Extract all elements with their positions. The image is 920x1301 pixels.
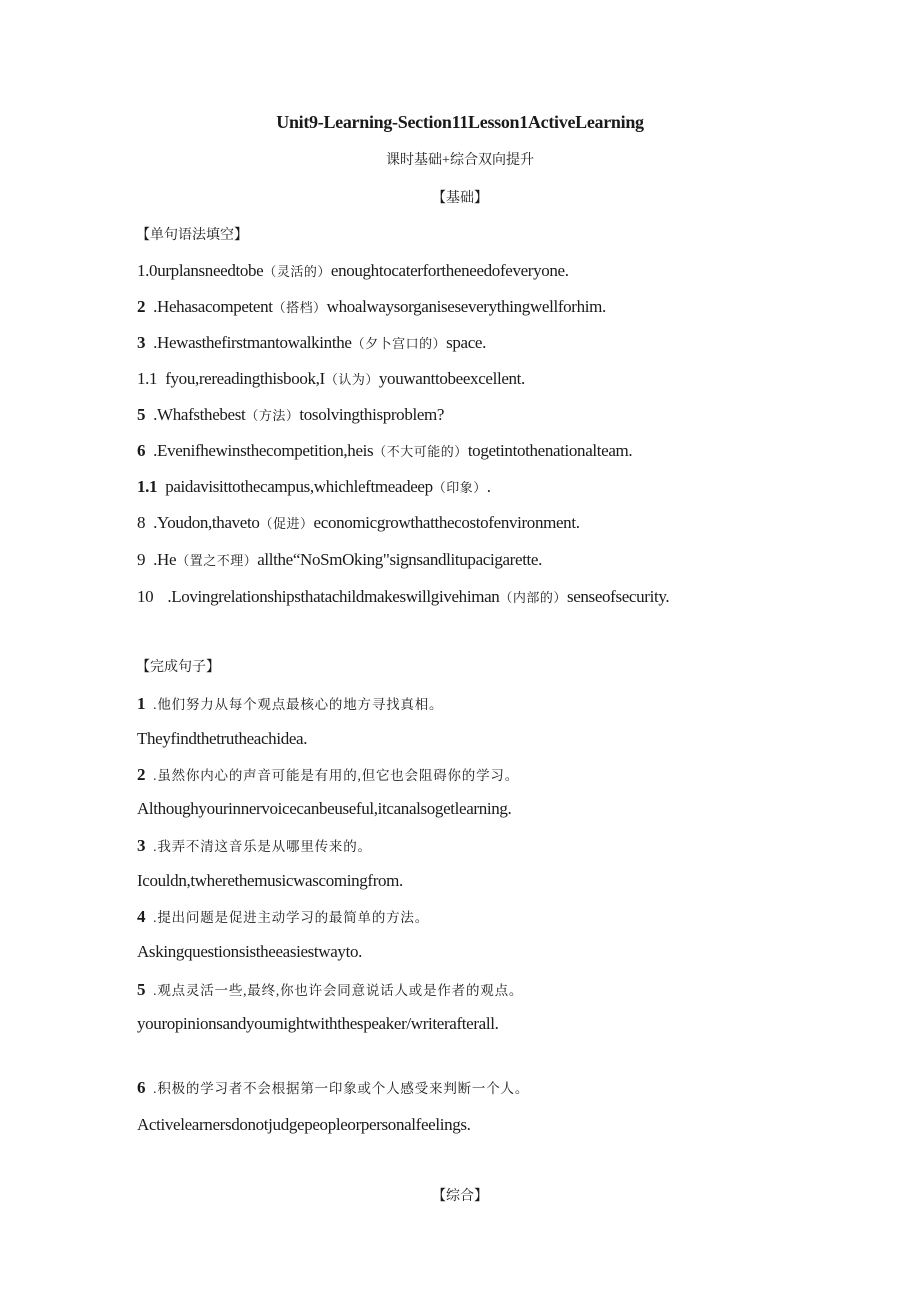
item-number: 3 [137, 333, 146, 352]
item-number: 1.1 [137, 369, 158, 388]
item-text: urplansneedtobe [157, 261, 264, 280]
item-hint: （内部的） [499, 590, 567, 605]
grammar-item [137, 441, 632, 461]
item-text: .Lovingrelationshipsthatachildmakeswillgivehiman [167, 587, 500, 606]
grammar-item [137, 587, 669, 607]
page-title: Unit9-Learning-Section11Lesson1ActiveLearning [276, 112, 644, 132]
item-number: 6 [137, 441, 146, 460]
sentence-prompt [137, 1077, 529, 1098]
sentence-answer: Askingquestionsistheeasiestwayto. [137, 942, 363, 961]
grammar-item [137, 550, 542, 570]
grammar-item [137, 261, 569, 281]
item-number: 10 [137, 587, 154, 606]
chinese-prompt: .他们努力从每个观点最核心的地方寻找真相。 [153, 697, 444, 712]
comprehensive-label: 【综合】 [432, 1189, 488, 1204]
grammar-item [137, 477, 491, 497]
sentence-prompt [137, 906, 429, 927]
sentence-answer: youropinionsandyoumightwiththespeaker/writerafterall. [137, 1014, 499, 1033]
item-text: .Hehasacompetent [153, 297, 273, 316]
item-hint: （搭档） [272, 300, 327, 315]
item-hint: （夕卜宫口的） [351, 336, 447, 351]
item-number: 1 [137, 694, 146, 713]
item-number: 6 [137, 1078, 146, 1097]
chinese-prompt: .虽然你内心的声音可能是有用的,但它也会阻碍你的学习。 [153, 768, 520, 783]
sentence-prompt [137, 835, 372, 856]
chinese-prompt: .我弄不清这音乐是从哪里传来的。 [153, 839, 372, 854]
chinese-prompt: .观点灵活一些,最终,你也许会同意说话人或是作者的观点。 [153, 983, 524, 998]
sentence-answer: Activelearnersdonotjudgepeopleorpersonalfeelings. [137, 1115, 471, 1134]
item-text: space. [446, 333, 486, 352]
item-text: . [486, 477, 491, 496]
sentence-answer: Althoughyourinnervoicecanbeuseful,itcanalsogetlearning. [137, 799, 512, 818]
item-text: senseofsecurity. [566, 587, 670, 606]
item-text: enoughtocaterfortheneedofeveryone. [330, 261, 569, 280]
item-number: 4 [137, 907, 146, 926]
grammar-item [137, 513, 580, 533]
item-number: 2 [137, 765, 146, 784]
item-hint: （方法） [245, 408, 300, 423]
item-text: allthe“NoSmOking"signsandlitupacigarette. [257, 550, 543, 569]
item-hint: （印象） [432, 480, 487, 495]
grammar-item [137, 297, 606, 317]
item-number: 8 [137, 513, 146, 532]
sentence-answer: Theyfindthetrutheachidea. [137, 729, 308, 748]
item-number: 1.0 [137, 261, 158, 280]
item-number: 5 [137, 405, 146, 424]
item-hint: （置之不理） [176, 553, 258, 568]
sentence-prompt [137, 693, 443, 714]
item-number: 1.1 [137, 477, 158, 496]
item-text: .Youdon,thaveto [153, 513, 260, 532]
item-text: economicgrowthatthecostofenvironment. [313, 513, 580, 532]
sentence-prompt [137, 979, 523, 1000]
sentence-answer: Icouldn,twherethemusicwascomingfrom. [137, 871, 403, 890]
page-subtitle: 课时基础+综合双向提升 [386, 153, 534, 168]
item-hint: （不大可能的） [373, 444, 468, 459]
item-text: paidavisittothecampus,whichleftmeadeep [165, 477, 433, 496]
item-text: togetintothenationalteam. [467, 441, 633, 460]
item-text: .He [153, 550, 177, 569]
item-number: 5 [137, 980, 146, 999]
item-hint: （灵活的） [263, 264, 331, 279]
item-text: .Hewasthefirstmantowalkinthe [153, 333, 352, 352]
grammar-section-label: 【单句语法填空】 [136, 228, 248, 243]
item-text: whoalwaysorganiseseverythingwellforhim. [326, 297, 606, 316]
item-text: tosolvingthisproblem? [299, 405, 445, 424]
grammar-item [137, 333, 486, 353]
grammar-item [137, 369, 525, 389]
grammar-item [137, 405, 444, 425]
item-number: 9 [137, 550, 146, 569]
chinese-prompt: .提出问题是促进主动学习的最简单的方法。 [153, 910, 430, 925]
item-hint: （认为） [324, 372, 379, 387]
basics-label: 【基础】 [432, 191, 488, 206]
sentence-prompt [137, 764, 519, 785]
chinese-prompt: .积极的学习者不会根据第一印象或个人感受来判断一个人。 [153, 1081, 530, 1096]
item-number: 3 [137, 836, 146, 855]
item-text: .Evenifhewinsthecompetition,heis [153, 441, 374, 460]
item-text: fyou,rereadingthisbook,I [165, 369, 325, 388]
item-hint: （促进） [259, 516, 314, 531]
item-number: 2 [137, 297, 146, 316]
item-text: youwanttobeexcellent. [378, 369, 525, 388]
sentence-section-label: 【完成句子】 [136, 660, 220, 675]
item-text: .Whafsthebest [153, 405, 246, 424]
